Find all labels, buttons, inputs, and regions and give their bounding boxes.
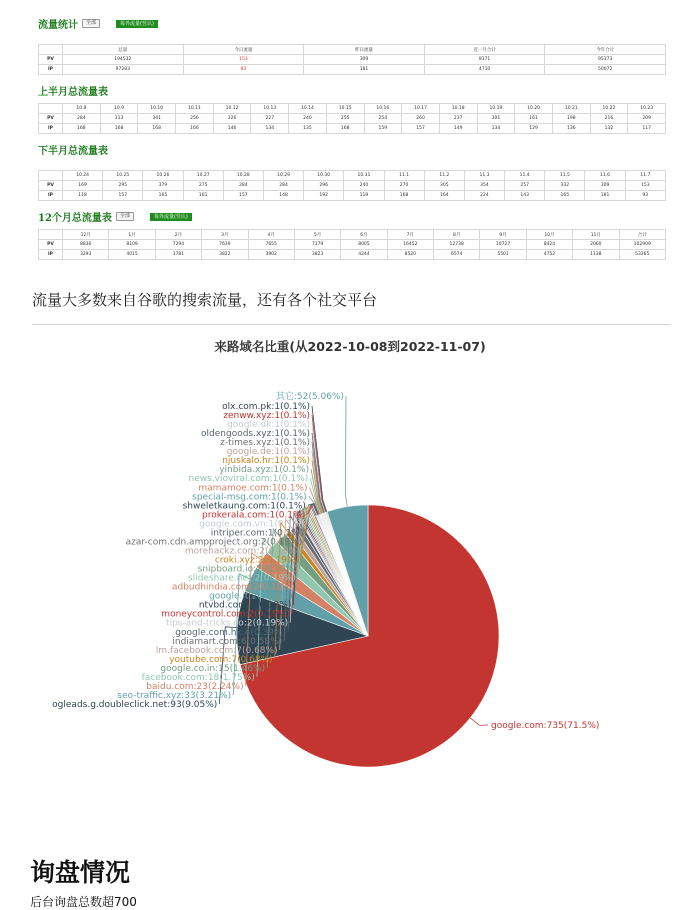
column-header: 10.19 [477, 104, 515, 114]
table-cell: 93 [625, 191, 665, 201]
column-header: 6月 [341, 230, 387, 240]
column-header: 11月 [573, 230, 619, 240]
table-cell: 12738 [434, 240, 480, 250]
pie-slice-label: news.vioviral.com:1(0.1%) [188, 474, 309, 485]
table-cell: 8371 [424, 55, 545, 65]
table-cell: 313 [100, 114, 138, 124]
table-cell: 8424 [526, 240, 572, 250]
table-cell: 3781 [155, 250, 201, 260]
table-cell: 53365 [619, 250, 666, 260]
pie-slice-label: yinbida.xyz:1(0.1%) [219, 465, 310, 476]
column-header: 2月 [155, 230, 201, 240]
table-cell: 168 [384, 191, 424, 201]
table-cell: 237 [439, 114, 477, 124]
table-cell: 354 [464, 181, 504, 191]
outside-traffic-button[interactable]: 每外流量(竖认) [150, 213, 192, 221]
table-cell: 83 [183, 65, 304, 75]
pie-slice-label: baidu.com:23(2.24%) [146, 681, 244, 692]
traffic-description: 流量大多数来自谷歌的搜索流量，还有各个社交平台 [32, 291, 378, 309]
second-half-title: 下半月总流量表 [38, 146, 108, 157]
table-cell: 153 [183, 55, 304, 65]
row-label: IP [39, 250, 63, 260]
table-cell: 168 [63, 124, 101, 134]
column-header: 10.9 [100, 104, 138, 114]
table-cell: 275 [183, 181, 223, 191]
table-cell: 7294 [155, 240, 201, 250]
table-cell: 284 [223, 181, 263, 191]
pie-slice-label: seo-traffic.xyz:33(3.21%) [117, 691, 232, 701]
table-cell: 227 [251, 114, 289, 124]
table-cell: 192 [304, 191, 344, 201]
table-cell: 4752 [526, 250, 572, 260]
pie-slice-label: google.com:735(71.5%) [491, 721, 600, 731]
pie-slice-label: njuskalo.hr:1(0.1%) [222, 456, 310, 467]
pie-slice-label: youtube.com:7(0.68%) [169, 654, 273, 665]
pie-slice-label: shweletkaung.com:1(0.1%) [182, 501, 306, 512]
table-cell: 168 [326, 124, 364, 134]
table-cell: 95373 [545, 55, 666, 65]
column-header: 1月 [109, 230, 155, 240]
column-header: 10.17 [402, 104, 440, 114]
table-cell: 97283 [63, 65, 184, 75]
column-header: 10.16 [364, 104, 402, 114]
table-cell: 3823 [294, 250, 340, 260]
table-cell: 161 [183, 191, 223, 201]
table-cell: 134 [477, 124, 515, 134]
table-cell: 7639 [202, 240, 248, 250]
pie-slice-label: google.dk:1(0.1%) [227, 420, 310, 431]
table-cell: 4710 [424, 65, 545, 75]
column-header: 11.5 [545, 171, 585, 181]
column-header: 10月 [526, 230, 572, 240]
outside-traffic-button[interactable]: 每外流量(竖认) [116, 20, 158, 28]
pie-slice-label: morehackz.com:2(0.19%) [184, 546, 301, 557]
table-cell: 8836 [63, 240, 109, 250]
table-cell: 296 [304, 181, 344, 191]
column-header: 近一月合计 [424, 45, 545, 55]
pie-slice-label: prokerala.com:1(0.1%) [201, 510, 306, 521]
pie-slice-label: croki.xyz:2(0.19%) [214, 555, 300, 566]
table-cell: 209 [628, 114, 666, 124]
column-header: 11.6 [585, 171, 625, 181]
table-cell: 169 [63, 181, 103, 191]
table-cell: 379 [143, 181, 183, 191]
row-label: IP [39, 191, 63, 201]
pie-slice-label: facebook.com:18(1.75%) [141, 672, 255, 683]
table-cell: 117 [628, 124, 666, 134]
pie-slice-label: adbudhindia.com:2(0.19%) [171, 582, 295, 593]
column-header: 合计 [619, 230, 666, 240]
table-cell: 2060 [573, 240, 619, 250]
table-cell: 240 [289, 114, 327, 124]
table-cell: 5501 [480, 250, 526, 260]
pie-slice-label: azar-com.cdn.ampproject.org:2(0.19%) [125, 537, 303, 548]
table-cell: 295 [103, 181, 143, 191]
column-header: 10.13 [251, 104, 289, 114]
table-cell: 326 [213, 114, 251, 124]
column-header: 10.12 [213, 104, 251, 114]
table-cell: 260 [402, 114, 440, 124]
column-header: 5月 [294, 230, 340, 240]
table-cell: 224 [464, 191, 504, 201]
table-cell: 8109 [109, 240, 155, 250]
column-header: 11.3 [464, 171, 504, 181]
column-header: 4月 [248, 230, 294, 240]
column-header: 11.4 [505, 171, 545, 181]
column-header: 7月 [387, 230, 433, 240]
table-cell: 3822 [202, 250, 248, 260]
pie-slice-label: intriper.com:1(0.1%) [210, 528, 304, 539]
table-cell: 7655 [248, 240, 294, 250]
table-cell: 256 [176, 114, 214, 124]
table-cell: 143 [505, 191, 545, 201]
table-cell: 102909 [619, 240, 666, 250]
table-cell: 16452 [387, 240, 433, 250]
row-label: IP [39, 124, 63, 134]
table-cell: 149 [439, 124, 477, 134]
traffic-stats-title: 流量统计 [38, 20, 78, 31]
table-cell: 8520 [387, 250, 433, 260]
pie-slice-label: google.com.vn:1(0.1%) [199, 519, 305, 530]
table-cell: 309 [304, 55, 425, 65]
table-cell: 305 [424, 181, 464, 191]
column-header: 今年合计 [545, 45, 666, 55]
table-cell: 136 [552, 124, 590, 134]
table-cell: 309 [585, 181, 625, 191]
table-cell: 50072 [545, 65, 666, 75]
table-cell: 161 [515, 114, 553, 124]
table-cell: 168 [100, 124, 138, 134]
table-cell: 255 [326, 114, 364, 124]
first-half-title: 上半月总流量表 [38, 87, 108, 98]
pie-slice-label: google.com.hk:4(0.39%) [175, 627, 286, 638]
table-cell: 118 [63, 191, 103, 201]
table-cell: 341 [138, 114, 176, 124]
table-cell: 157 [223, 191, 263, 201]
column-header: 10.8 [63, 104, 101, 114]
pie-slice-label: ntvbd.com:2(0.19%) [198, 600, 292, 611]
column-header: 10.20 [515, 104, 553, 114]
pie-slice-label: mamamoe.com:1(0.1%) [198, 483, 308, 494]
table-cell: 148 [263, 191, 303, 201]
table-cell: 129 [515, 124, 553, 134]
table-cell: 1138 [573, 250, 619, 260]
column-header: 10.14 [289, 104, 327, 114]
column-header: 10.30 [304, 171, 344, 181]
table-cell: 254 [364, 114, 402, 124]
all-button[interactable]: 全部 [116, 212, 134, 221]
column-header: 10.27 [183, 171, 223, 181]
table-cell: 198 [552, 114, 590, 124]
pie-slice-label: google.co.in:15(1.46%) [160, 663, 266, 674]
inquiry-subtitle: 后台询盘总数超700 [30, 895, 137, 909]
table-cell: 159 [364, 124, 402, 134]
pie-slice-label: z-times.xyz:1(0.1%) [220, 438, 310, 449]
table-cell: 284 [263, 181, 303, 191]
table-cell: 157 [103, 191, 143, 201]
column-header: 昨日流量 [304, 45, 425, 55]
column-header: 3月 [202, 230, 248, 240]
row-label: PV [39, 114, 63, 124]
chart-title: 来路域名比重(从2022-10-08到2022-11-07) [214, 339, 486, 354]
column-header: 9月 [480, 230, 526, 240]
column-header: 总量 [63, 45, 184, 55]
table-cell: 3902 [248, 250, 294, 260]
table-cell: 284 [63, 114, 101, 124]
table-cell: 164 [424, 191, 464, 201]
table-cell: 332 [545, 181, 585, 191]
table-cell: 10727 [480, 240, 526, 250]
column-header: 8月 [434, 230, 480, 240]
table-cell: 8005 [341, 240, 387, 250]
column-header: 10.28 [223, 171, 263, 181]
pie-slice-label: 其它:52(5.06%) [275, 392, 344, 402]
column-header: 10.18 [439, 104, 477, 114]
table-cell: 270 [384, 181, 424, 191]
column-header: 10.24 [63, 171, 103, 181]
table-cell: 165 [143, 191, 183, 201]
table-cell: 132 [590, 124, 628, 134]
table-cell: 194532 [63, 55, 184, 65]
column-header: 11.7 [625, 171, 665, 181]
column-header: 12月 [63, 230, 109, 240]
column-header: 10.11 [176, 104, 214, 114]
pie-slice-label: oldengoods.xyz:1(0.1%) [201, 429, 310, 440]
pie-slice-label: zenww.xyz:1(0.1%) [223, 411, 310, 421]
pie-slice-label: indiamart.com:6(0.58%) [172, 636, 283, 647]
row-label: IP [39, 65, 63, 75]
table-cell: 240 [344, 181, 384, 191]
table-cell: 7179 [294, 240, 340, 250]
all-button[interactable]: 全部 [82, 19, 100, 28]
row-label: PV [39, 55, 63, 65]
table-cell: 168 [138, 124, 176, 134]
table-cell: 3293 [63, 250, 109, 260]
column-header: 今日流量 [183, 45, 304, 55]
pie-slice-label: moneycontrol.com:2(0.19%) [161, 609, 290, 620]
table-cell: 157 [402, 124, 440, 134]
table-cell: 135 [289, 124, 327, 134]
column-header: 10.25 [103, 171, 143, 181]
column-header: 10.26 [143, 171, 183, 181]
table-cell: 4244 [341, 250, 387, 260]
pie-slice-label: slideshare.net:2(0.19%) [188, 573, 296, 584]
column-header: 10.10 [138, 104, 176, 114]
column-header: 11.1 [384, 171, 424, 181]
table-cell: 153 [625, 181, 665, 191]
twelve-month-title: 12个月总流量表 [38, 213, 112, 224]
pie-slice-label: olx.com.pk:1(0.1%) [222, 402, 310, 412]
table-cell: 146 [213, 124, 251, 134]
column-header: 10.29 [263, 171, 303, 181]
row-label: PV [39, 240, 63, 250]
row-label: PV [39, 181, 63, 191]
table-cell: 119 [344, 191, 384, 201]
table-cell: 134 [251, 124, 289, 134]
table-cell: 257 [505, 181, 545, 191]
pie-label-line [345, 396, 347, 507]
column-header: 10.15 [326, 104, 364, 114]
column-header: 10.31 [344, 171, 384, 181]
column-header: 10.22 [590, 104, 628, 114]
pie-slice-label: special-msg.com:1(0.1%) [192, 492, 307, 503]
table-cell: 165 [545, 191, 585, 201]
inquiry-title: 询盘情况 [30, 858, 131, 887]
table-cell: 181 [585, 191, 625, 201]
table-cell: 4015 [109, 250, 155, 260]
pie-slice-label: ogleads.g.doubleclick.net:93(9.05%) [52, 700, 218, 710]
table-cell: 216 [590, 114, 628, 124]
table-cell: 6574 [434, 250, 480, 260]
column-header: 10.23 [628, 104, 666, 114]
pie-slice-label: google.de:1(0.1%) [226, 447, 310, 458]
column-header: 11.2 [424, 171, 464, 181]
table-cell: 301 [477, 114, 515, 124]
pie-slice-label: snipboard.io:2(0.19%) [197, 564, 298, 575]
pie-slice-label: tips-and-tricks.co:2(0.19%) [166, 618, 289, 629]
pie-label-line [470, 718, 488, 726]
table-cell: 166 [176, 124, 214, 134]
table-cell: 181 [304, 65, 425, 75]
pie-slice-label: lm.facebook.com:7(0.68%) [155, 645, 278, 656]
pie-slice-label: google.it:2(0.19%) [209, 591, 293, 602]
column-header: 10.21 [552, 104, 590, 114]
